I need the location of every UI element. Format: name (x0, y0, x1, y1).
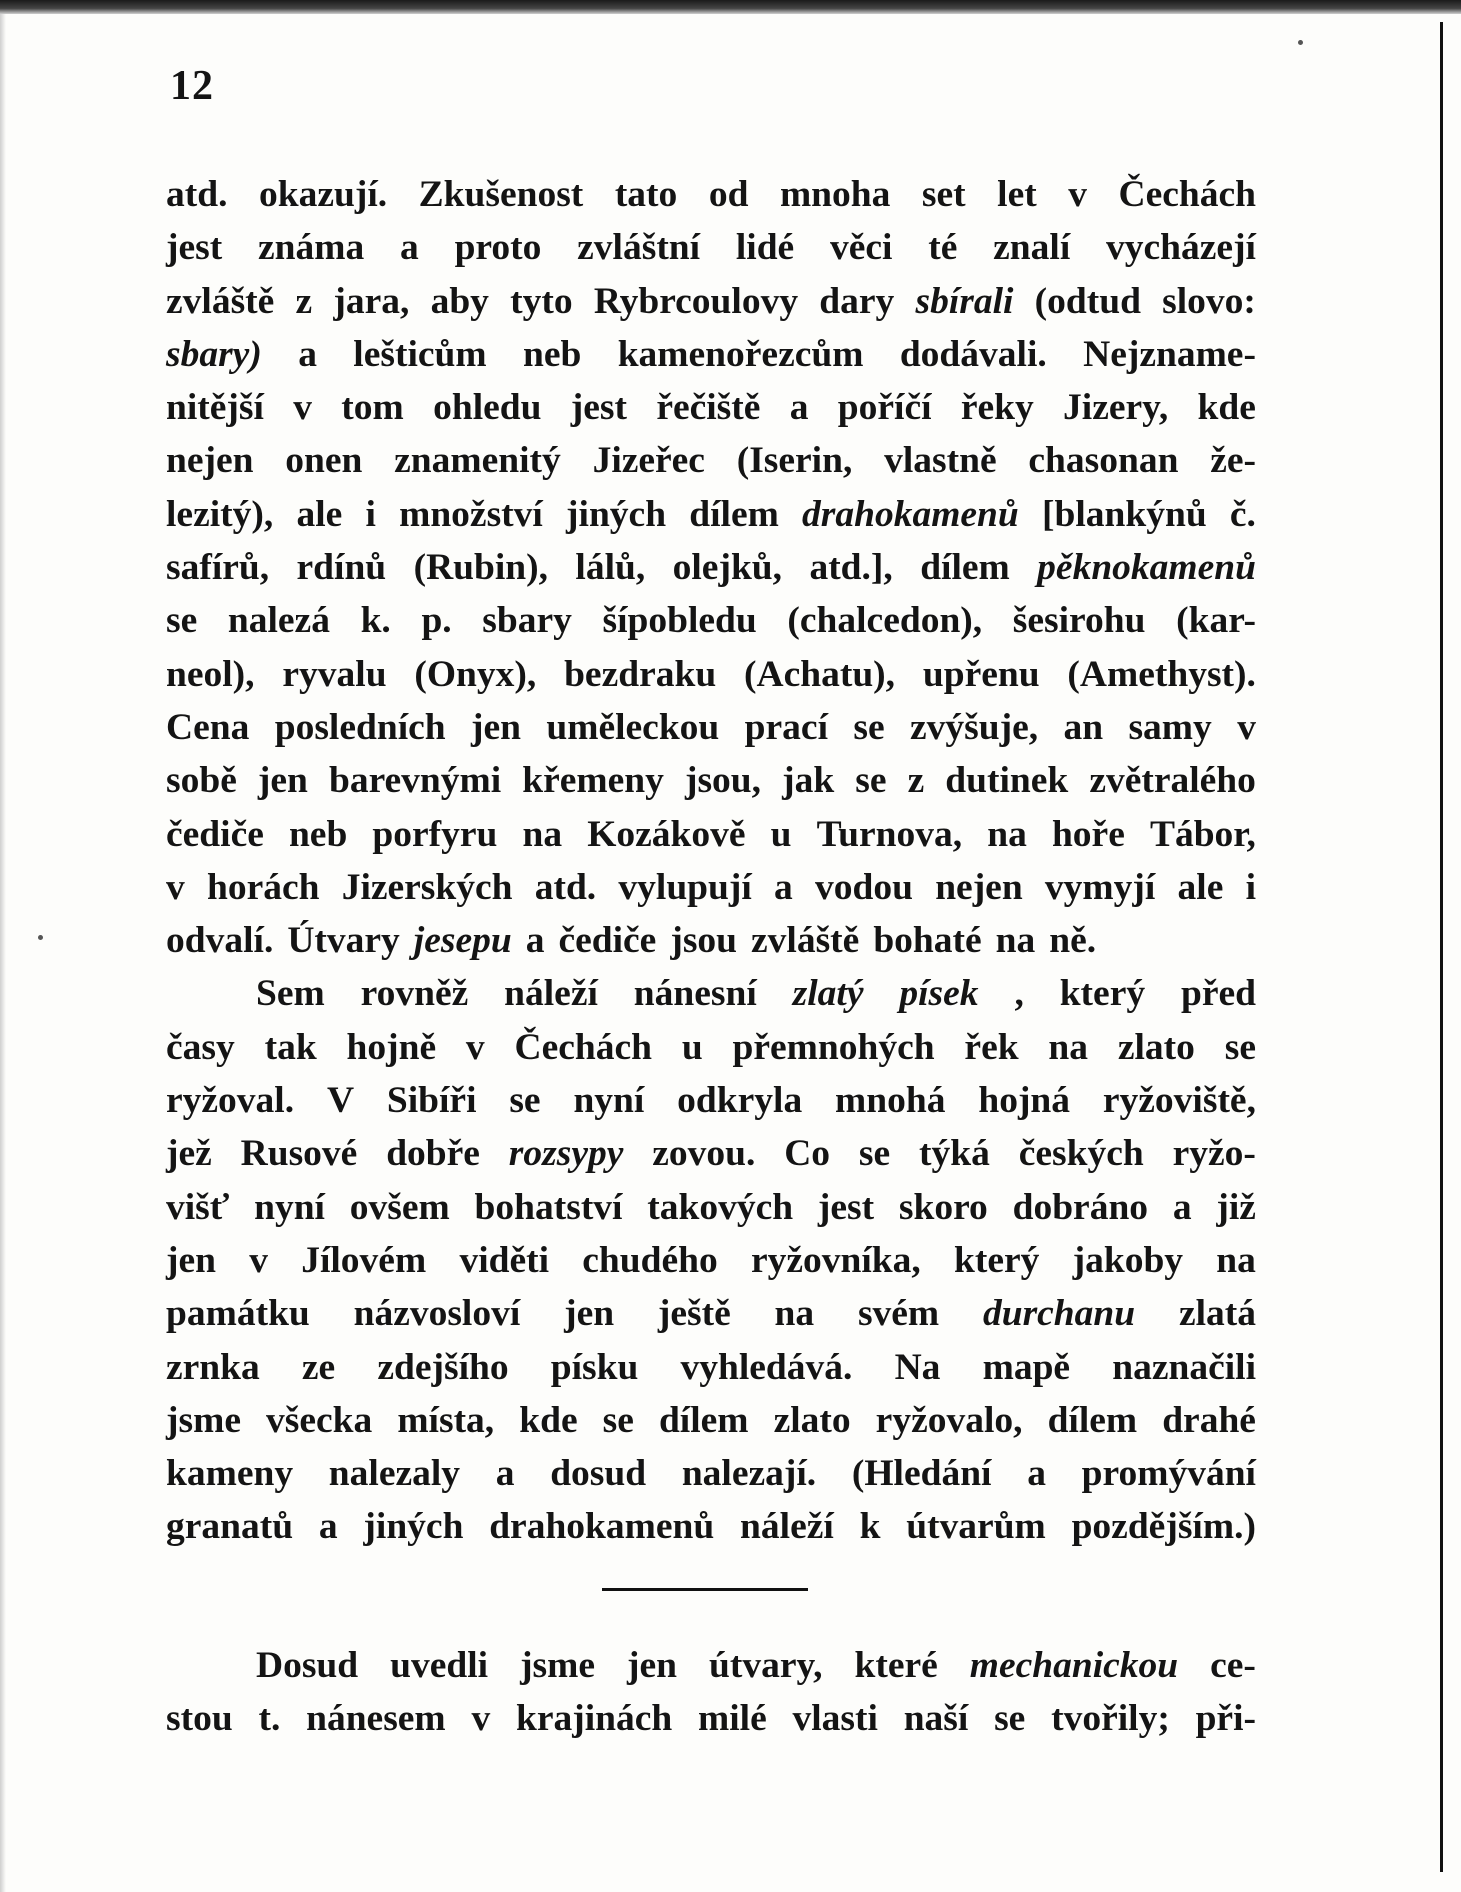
word: nánesní (633, 973, 757, 1015)
word: t. (258, 1698, 281, 1740)
word: a (400, 227, 419, 269)
word: známa (258, 227, 365, 269)
word: množství (399, 493, 543, 535)
word: ovšem (349, 1186, 450, 1228)
word: i (365, 493, 376, 535)
text-line (166, 381, 1256, 434)
word: a (298, 333, 317, 375)
word: té (928, 227, 958, 269)
word: jiných (566, 493, 667, 535)
paragraph (166, 168, 1256, 967)
word: nejen (935, 866, 1023, 908)
word: promývání (1081, 1453, 1256, 1495)
text-line (166, 541, 1256, 594)
word: zvláště (166, 280, 275, 322)
word: drahé (1162, 1399, 1256, 1441)
word: dobře (386, 1133, 480, 1175)
word: na (1216, 1239, 1256, 1281)
word: který (953, 1239, 1040, 1281)
word: (Rubin), (413, 547, 548, 589)
word: čediče (166, 813, 264, 855)
word: bohaté (873, 920, 982, 962)
word: na (995, 920, 1036, 962)
word: ohledu (433, 387, 542, 429)
word: jara, (333, 280, 410, 322)
word: neb (522, 333, 582, 375)
text-line (166, 275, 1256, 328)
text-line (166, 434, 1256, 487)
word: granatů (166, 1506, 294, 1548)
word: vlasti (792, 1698, 878, 1740)
word: vodou (815, 866, 913, 908)
word: jen (564, 1293, 615, 1335)
text-line (166, 808, 1256, 861)
word: u (770, 813, 792, 855)
word: v (465, 1026, 485, 1068)
word: lidé (735, 227, 795, 269)
word: již (1216, 1186, 1256, 1228)
word: v (293, 387, 312, 429)
word: na (987, 813, 1027, 855)
scan-speck (38, 935, 43, 940)
word: sbary (482, 600, 572, 642)
text-line (166, 1234, 1256, 1287)
word: uvedli (390, 1645, 489, 1686)
word: ale (1177, 866, 1224, 908)
scan-left-edge (0, 14, 6, 1892)
word: dutinek (945, 760, 1069, 802)
word: k (859, 1506, 881, 1548)
word: jiných (363, 1506, 464, 1548)
word: šípobledu (602, 600, 757, 642)
word: Sem (256, 973, 325, 1015)
word: dary (819, 280, 895, 322)
word: horách (206, 866, 320, 908)
word: v (471, 1698, 491, 1740)
word: proto (454, 227, 542, 269)
word: Cena (166, 706, 250, 748)
word: (odtud (1034, 280, 1141, 322)
word: na (522, 813, 563, 855)
text-line (166, 1181, 1256, 1234)
word: tato (614, 174, 678, 215)
word: v (1237, 706, 1256, 748)
word: uměleckou (546, 706, 720, 748)
word: Zkušenost (418, 174, 584, 215)
text-line (166, 1692, 1256, 1745)
word: Útvary (287, 920, 400, 962)
word: se (1224, 1026, 1256, 1068)
word: jest (166, 227, 223, 269)
word: zlato (1117, 1026, 1195, 1068)
word: kde (519, 1399, 578, 1441)
word: an (1063, 706, 1104, 748)
word: odvalí. (166, 920, 274, 962)
main-text (166, 168, 1256, 1554)
word: hojná (978, 1080, 1071, 1122)
word: před (1180, 973, 1256, 1015)
text-line (166, 328, 1256, 381)
word: útvary, (709, 1645, 823, 1686)
word: svém (857, 1293, 940, 1335)
word: čediče (558, 920, 657, 962)
text-line (166, 488, 1256, 541)
word: viděti (459, 1239, 550, 1281)
word: (chalcedon), (787, 600, 983, 642)
word: názvosloví (353, 1293, 521, 1335)
word: let (997, 174, 1037, 215)
word: jsme (520, 1645, 596, 1686)
word: zdejšího (377, 1346, 509, 1388)
text-line (166, 1639, 1256, 1692)
word: se (602, 1399, 634, 1441)
word: ryžoviště, (1102, 1080, 1256, 1122)
word: takových (647, 1186, 794, 1228)
word: v (1068, 174, 1087, 215)
word: tyto (510, 280, 573, 322)
word: set (921, 174, 966, 215)
word: se (166, 600, 198, 642)
page-number: 12 (170, 63, 214, 109)
word: zlato (773, 1399, 851, 1441)
word: rdínů (296, 547, 387, 589)
word: že- (1210, 440, 1256, 482)
word: řečiště (656, 387, 761, 429)
word: slovo: (1162, 280, 1256, 322)
word: památku (166, 1293, 310, 1335)
word: jež (166, 1133, 212, 1175)
word: zovou. (652, 1133, 756, 1175)
scan-speck (1298, 40, 1303, 45)
word: V (326, 1080, 355, 1122)
italic-word: drahokamenů (802, 493, 1019, 535)
word: kde (1197, 387, 1256, 429)
italic-word: rozsypy (508, 1133, 624, 1175)
word: k. (360, 600, 391, 642)
word: ale (296, 493, 343, 535)
word: zvláštní (577, 227, 701, 269)
word: naznačili (1112, 1346, 1256, 1388)
word: atd. (166, 174, 228, 215)
word: v (249, 1239, 268, 1281)
italic-word: jesepu (413, 920, 512, 962)
word: vymyjí (1044, 866, 1156, 908)
word: lezitý), (166, 493, 274, 535)
word: jen (166, 1239, 216, 1281)
word: Sibíři (386, 1080, 477, 1122)
word: nejen (166, 440, 254, 482)
word: odkryla (677, 1080, 803, 1122)
word: ryžovníka, (750, 1239, 921, 1281)
word: a (1172, 1186, 1192, 1228)
word: zrnka (166, 1346, 260, 1388)
word: se (853, 706, 885, 748)
word: křemeny (522, 760, 664, 802)
text-line (166, 754, 1256, 807)
word: tvořily; (1051, 1698, 1170, 1740)
text-line (166, 1074, 1256, 1127)
word: višť (166, 1186, 230, 1228)
word: řek (964, 1026, 1019, 1068)
word: samy (1128, 706, 1212, 748)
word: a (789, 387, 809, 429)
word: Dosud (256, 1645, 359, 1686)
word: Co (784, 1133, 831, 1175)
word: který (1059, 973, 1146, 1015)
word: a (318, 1506, 338, 1548)
word: jsou, (684, 760, 762, 802)
word: ryvalu (282, 653, 387, 695)
word: jakoby (1072, 1239, 1184, 1281)
word: při- (1195, 1698, 1256, 1740)
word: jsou (670, 920, 738, 962)
word: hojně (346, 1026, 437, 1068)
scan-top-edge (0, 0, 1461, 14)
word: (Hledání (851, 1453, 992, 1495)
word: a (525, 920, 545, 962)
word: Tábor, (1149, 813, 1256, 855)
word: ryžo- (1172, 1133, 1256, 1175)
text-line (166, 861, 1256, 914)
word: Čechách (514, 1026, 652, 1068)
word: stou (166, 1698, 233, 1740)
word: tak (264, 1026, 317, 1068)
word: týká (919, 1133, 990, 1175)
word: od (708, 174, 749, 215)
word: atd.], (809, 547, 893, 589)
word: a (774, 866, 793, 908)
word: p. (421, 600, 452, 642)
word: jak (782, 760, 835, 802)
word: barevnými (328, 760, 502, 802)
text-line (166, 221, 1256, 274)
word: Čechách (1118, 174, 1256, 215)
word: i (1245, 866, 1256, 908)
text-line (166, 1447, 1256, 1500)
text-line (166, 1287, 1256, 1340)
section-separator (602, 1588, 808, 1591)
word: zvětralého (1089, 760, 1256, 802)
word: onen (285, 440, 363, 482)
word: (Onyx), (414, 653, 537, 695)
word: dosud (550, 1453, 647, 1495)
word: lálů, (575, 547, 646, 589)
word: dílem (658, 1399, 749, 1441)
text-line (166, 914, 1256, 967)
word: se (994, 1698, 1026, 1740)
italic-word: mechanickou (969, 1645, 1179, 1686)
word: naší (903, 1698, 969, 1740)
word: hoře (1051, 813, 1125, 855)
word: zvláště (751, 920, 860, 962)
word: a (1027, 1453, 1046, 1495)
word: z (295, 280, 313, 322)
word: aby (430, 280, 489, 322)
text-line (166, 967, 1256, 1020)
word: (Amethyst). (1067, 653, 1256, 695)
bottom-text (166, 1639, 1256, 1746)
word: nitější (166, 387, 264, 429)
italic-word: durchanu (982, 1293, 1136, 1335)
word: a (495, 1453, 515, 1495)
word: nalezá (227, 600, 330, 642)
word: [blankýnů (1041, 493, 1207, 535)
scan-right-edge (1440, 22, 1443, 1872)
word: lešticům (353, 333, 487, 375)
word: dílem (1047, 1399, 1138, 1441)
word: safírů, (166, 547, 270, 589)
word: ze (301, 1346, 336, 1388)
word: upřenu (922, 653, 1040, 695)
word: časy (166, 1026, 235, 1068)
word: písku (550, 1346, 639, 1388)
word: vylupují (618, 866, 752, 908)
text-line (166, 1127, 1256, 1180)
word: nyní (573, 1080, 645, 1122)
text-line (166, 1341, 1256, 1394)
word: věci (829, 227, 893, 269)
text-line (166, 1500, 1256, 1553)
word: jsme (166, 1399, 241, 1441)
word: chudého (582, 1239, 718, 1281)
word: které (854, 1645, 938, 1686)
word: na (774, 1293, 815, 1335)
word: Kozákově (587, 813, 746, 855)
word: kamenořezcům (617, 333, 864, 375)
word: jen (471, 706, 521, 748)
word: okazují. (258, 174, 388, 215)
word: Jizery, (1063, 387, 1169, 429)
word: u (681, 1026, 703, 1068)
word: bezdraku (564, 653, 717, 695)
word: Rusové (240, 1133, 358, 1175)
word: šesirohu (1012, 600, 1146, 642)
word: bohatství (474, 1186, 623, 1228)
word: jen (257, 760, 308, 802)
word: milé (698, 1698, 767, 1740)
word: na (1048, 1026, 1089, 1068)
word: nyní (254, 1186, 325, 1228)
word: útvarům (906, 1506, 1046, 1548)
word: posledních (274, 706, 446, 748)
word: Turnova, (816, 813, 963, 855)
word: Jizeřec (592, 440, 705, 482)
word: se (509, 1080, 541, 1122)
word: českých (1018, 1133, 1144, 1175)
word: , (1014, 973, 1024, 1015)
word: dílem (920, 547, 1010, 589)
word: zvýšuje, (910, 706, 1039, 748)
word: pozdějším.) (1071, 1506, 1256, 1548)
italic-word: sbírali (915, 280, 1014, 322)
word: náleží (504, 973, 598, 1015)
word: Rybrcoulovy (593, 280, 799, 322)
word: (Achatu), (744, 653, 896, 695)
word: tom (341, 387, 404, 429)
word: místa, (397, 1399, 495, 1441)
word: všecka (266, 1399, 373, 1441)
word: atd. (534, 866, 597, 908)
word: (kar- (1176, 600, 1256, 642)
word: jest (570, 387, 628, 429)
word: nalezají. (681, 1453, 817, 1495)
word: zlatá (1178, 1293, 1256, 1335)
text-line (166, 1021, 1256, 1074)
word: skoro (898, 1186, 988, 1228)
word: ryžovalo, (875, 1399, 1023, 1441)
word: krajinách (515, 1698, 673, 1740)
word: mnoha (779, 174, 891, 215)
word: poříčí (837, 387, 932, 429)
word: porfyru (372, 813, 498, 855)
word: Nejzname- (1083, 333, 1256, 375)
word: se (855, 760, 887, 802)
word: dílem (689, 493, 779, 535)
text-line (166, 168, 1256, 221)
word: znamenitý (394, 440, 561, 482)
text-line (166, 1394, 1256, 1447)
word: (Iserin, (736, 440, 853, 482)
word: rovněž (360, 973, 469, 1015)
word: vycházejí (1106, 227, 1256, 269)
word: nánesem (306, 1698, 446, 1740)
text-line (166, 648, 1256, 701)
word: znalí (993, 227, 1071, 269)
text-line (166, 701, 1256, 754)
word: dobráno (1012, 1186, 1149, 1228)
word: kameny (166, 1453, 294, 1495)
word: náleží (740, 1506, 834, 1548)
word: ce- (1210, 1645, 1256, 1686)
word: nalezaly (328, 1453, 461, 1495)
word: jest (817, 1186, 875, 1228)
word: ryžoval. (166, 1080, 295, 1122)
word: mnohá (835, 1080, 946, 1122)
italic-word: zlatý (792, 973, 864, 1015)
italic-word: sbary) (166, 333, 262, 375)
italic-word: písek (899, 973, 979, 1015)
word: vlastně (884, 440, 997, 482)
word: ještě (657, 1293, 731, 1335)
word: se (858, 1133, 891, 1175)
word: olejků, (672, 547, 783, 589)
word: v (166, 866, 185, 908)
word: drahokamenů (489, 1506, 715, 1548)
text-line (166, 594, 1256, 647)
word: přemnohých (732, 1026, 935, 1068)
word: prací (744, 706, 828, 748)
word: sobě (166, 760, 237, 802)
word: chasonan (1028, 440, 1179, 482)
word: Jizerských (341, 866, 513, 908)
word: Jílovém (301, 1239, 427, 1281)
word: ně. (1049, 920, 1097, 962)
word: neol), (166, 653, 255, 695)
word: jen (627, 1645, 678, 1686)
word: vyhledává. (680, 1346, 853, 1388)
word: č. (1229, 493, 1256, 535)
word: dodávali. (899, 333, 1047, 375)
word: Na (894, 1346, 941, 1388)
word: řeky (960, 387, 1034, 429)
word: mapě (982, 1346, 1071, 1388)
paragraph (166, 967, 1256, 1553)
word: z (907, 760, 925, 802)
italic-word: pěknokamenů (1037, 547, 1256, 589)
word: neb (288, 813, 348, 855)
